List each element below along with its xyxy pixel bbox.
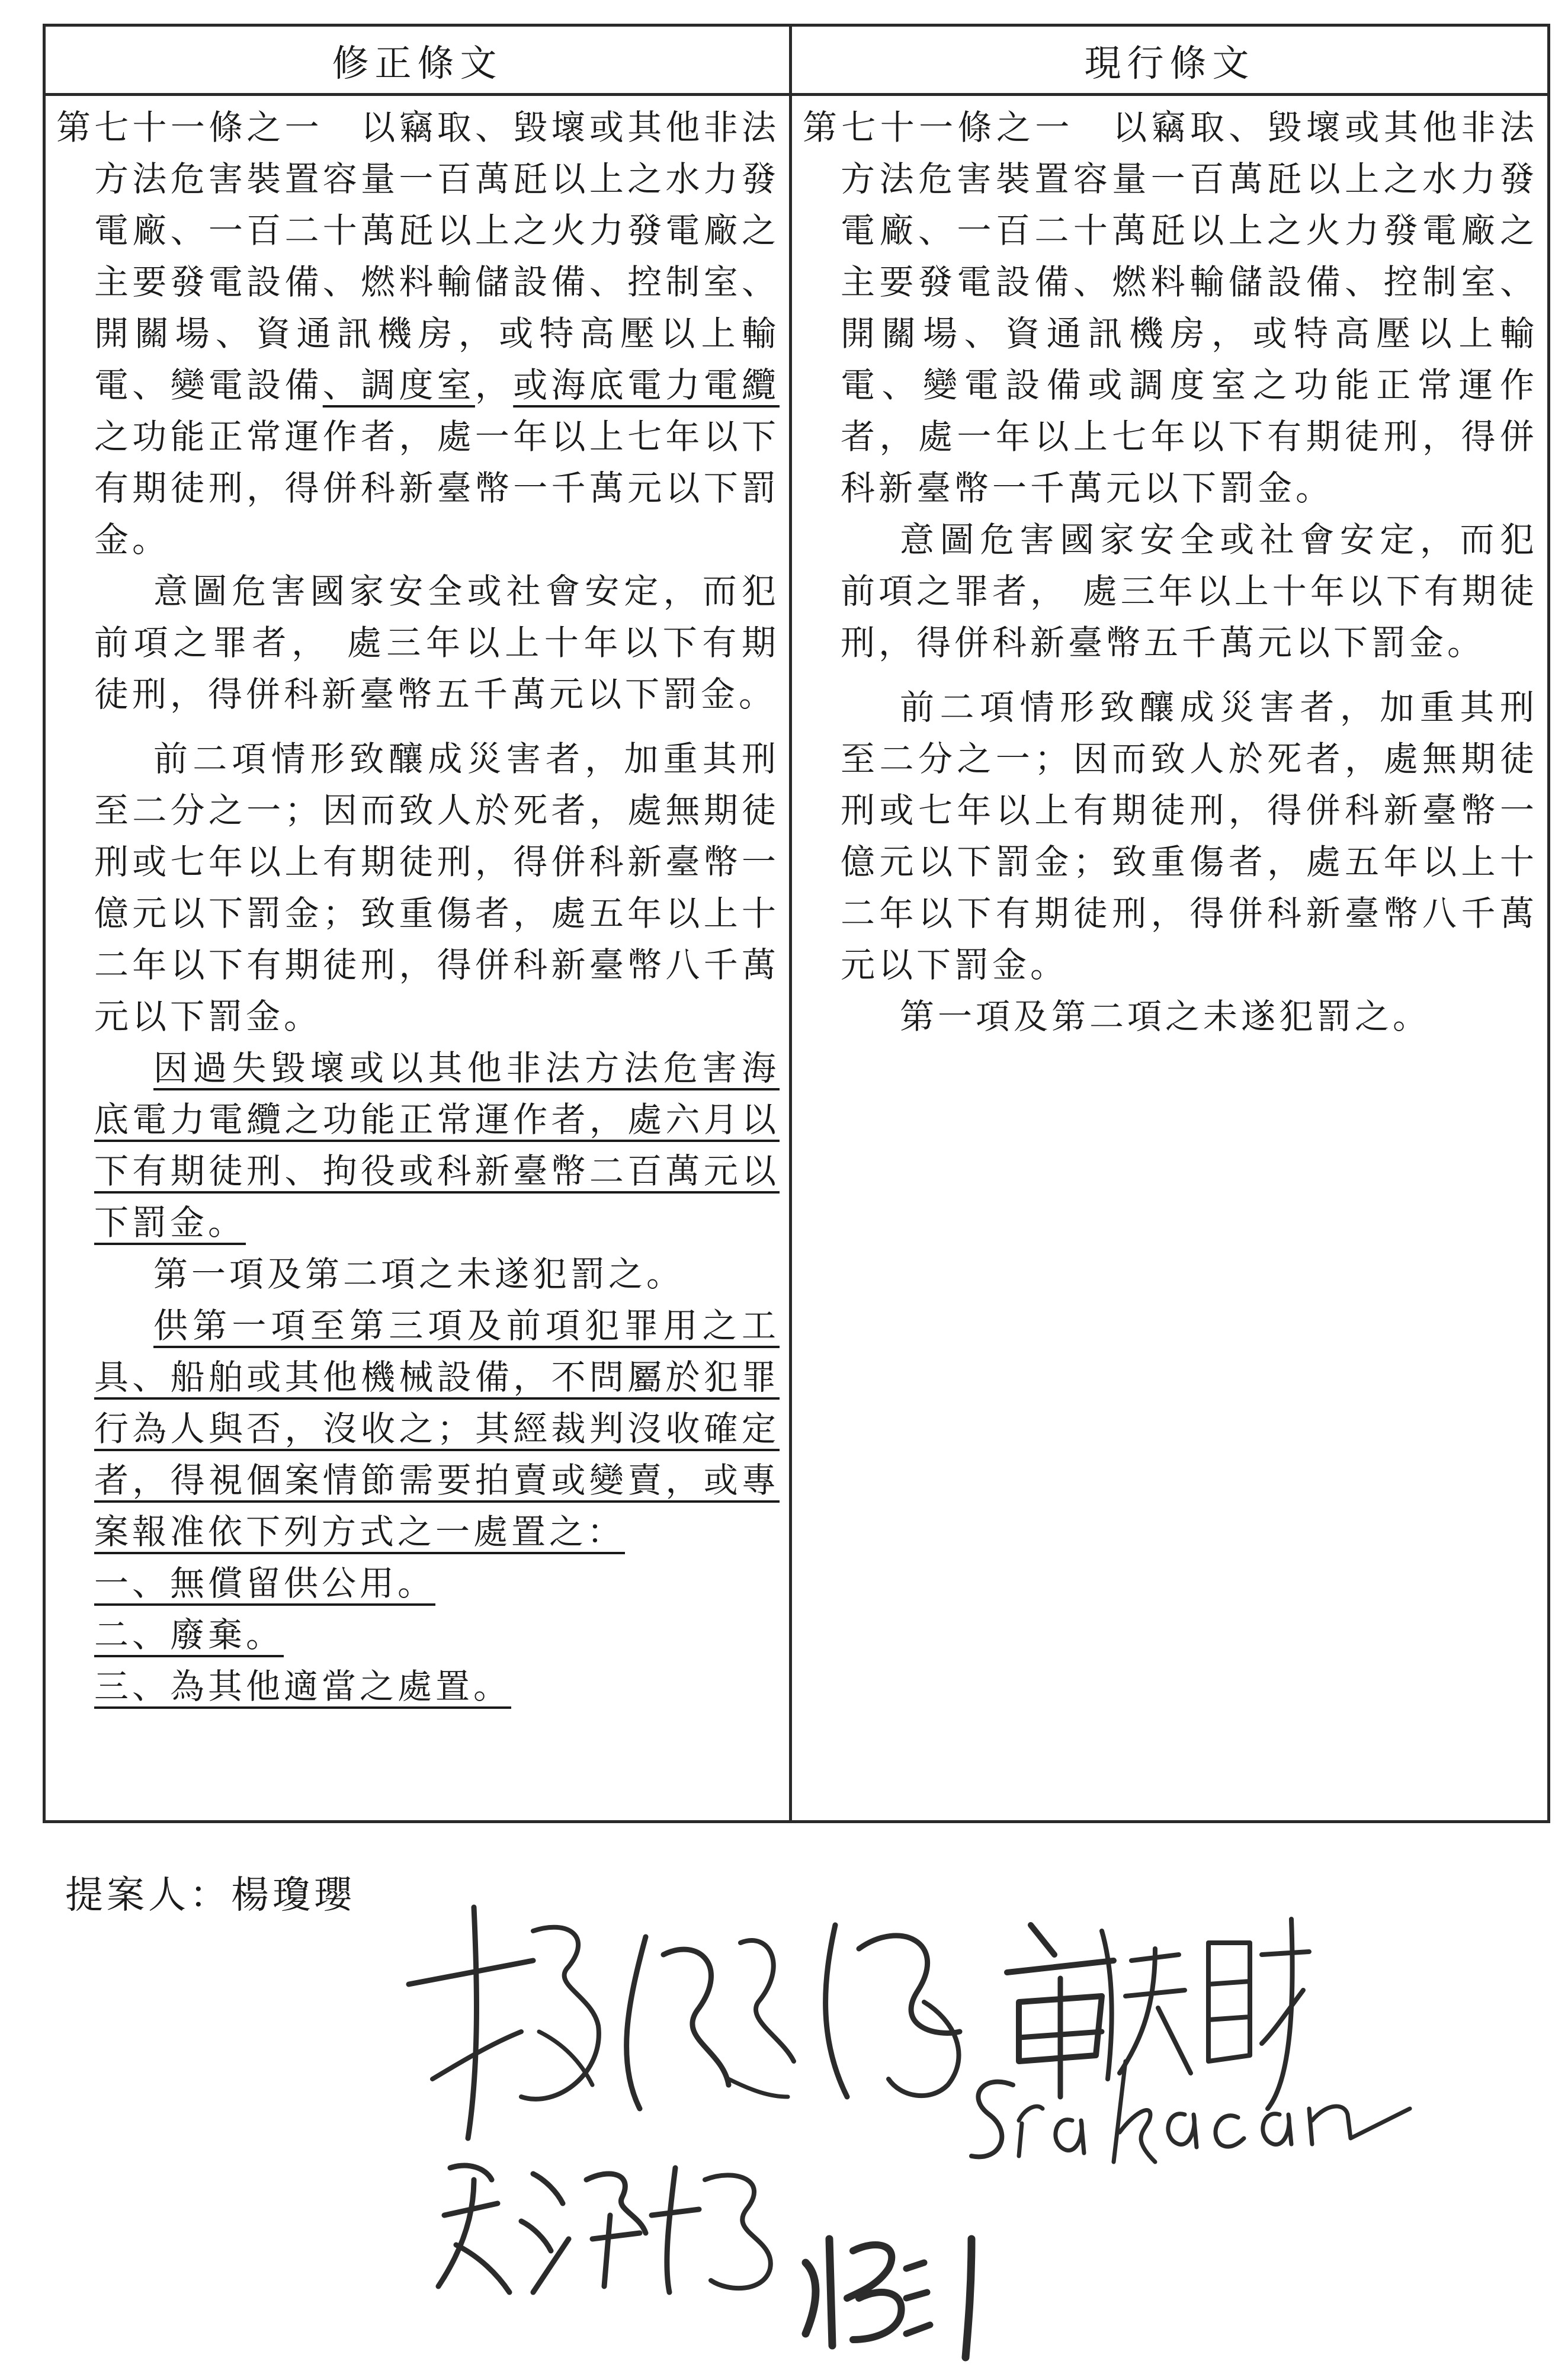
table-body-row: [44, 95, 1549, 1822]
signature-6: [438, 2166, 771, 2292]
right-paragraph-2: 意圖危害國家安全或社會安定，而犯前項之罪者， 處三年以上十年以下有期徒刑，得併科新臺幣五千萬元以下罰金。: [841, 519, 1538, 663]
left-paragraph-1: [56, 102, 780, 566]
underlined-run: 因過失毀壞或以其他非法方法危害海底電力電纜之功能正常運作者，處六月以下有期徒刑、拘役或科新臺幣二百萬元以下罰金。: [94, 1048, 780, 1243]
right-paragraph-3: 前二項情形致釀成災害者，加重其刑至二分之一；因而致人於死者，處無期徒刑或七年以上有期徒刑，得併科新臺幣一億元以下罰金；致重傷者，處五年以上十二年以下有期徒刑，得併科新臺幣八千萬元以下罰金。: [841, 687, 1538, 985]
right-paragraph-1: 第七十一條之一 以竊取、毀壞或其他非法方法危害裝置容量一百萬瓩以上之水力發電廠、一百二十萬瓩以上之火力發電廠之主要發電設備、燃料輸儲設備、控制室、開關場、資通訊機房，或特高壓以上輸電、變電設備或調度室之功能正常運作者，處一年以上七年以下有期徒刑，得併科新臺幣一千萬元以下罰金。: [803, 107, 1538, 508]
signature-2: [627, 1937, 794, 2109]
signature-5-sra-kacaw: [971, 2061, 1410, 2162]
text-run: ，: [474, 365, 514, 405]
handwritten-signatures: [0, 1884, 1568, 2374]
left-list-item-3: [56, 1661, 780, 1712]
table-header-row: [44, 25, 1549, 95]
signature-1: [409, 1907, 599, 2138]
underlined-run: 二、廢棄。: [94, 1615, 284, 1655]
signature-7: [806, 2239, 971, 2357]
current-text-cell: [791, 95, 1549, 1822]
right-paragraph-4: 第一項及第二項之未遂犯罰之。: [900, 996, 1431, 1037]
left-paragraph-3: [56, 733, 780, 1042]
text-run: 前二項情形致釀成災害者，加重其刑至二分之一；因而致人於死者，處無期徒刑或七年以上有期徒刑，得併科新臺幣一億元以下罰金；致重傷者，處五年以上十二年以下有期徒刑，得併科新臺幣八千萬元以下罰金。: [94, 739, 780, 1037]
underlined-run: 一、無償留供公用。: [94, 1563, 436, 1603]
underlined-run: 供第一項至第三項及前項犯罪用之工具、船舶或其他機械設備，不問屬於犯罪 行為人與否，沒收之；其經裁判沒收確定者，得視個案情節需要拍賣或變賣，或專案報准依下列方式之一處置之：: [94, 1305, 780, 1552]
text-run: 意圖危害國家安全或社會安定，而犯前項之罪者， 處三年以上十年以下有期徒刑，得併科新臺幣五千萬元以下罰金。: [94, 571, 780, 714]
signature-3: [826, 1925, 960, 2097]
text-run: 之功能正常運作者，處一年以上七年以下有期徒刑，得併科新臺幣一千萬元以下罰金。: [94, 416, 780, 560]
left-paragraph-2: [56, 566, 780, 720]
amended-text-cell: [44, 95, 791, 1822]
text-run: 第七十一條之一 以竊取、毀壞或其他非法方法危害裝置容量一百萬瓩以上之水力發電廠、一百二十萬瓩以上之火力發電廠之主要發電設備、燃料輸儲設備、控制室、 開關場、資通訊機房，或特高壓以上輸電、變電設備: [56, 107, 780, 405]
left-list-item-2: [56, 1609, 780, 1661]
sponsor-label: 提案人：楊瓊瓔: [65, 1873, 355, 1917]
underlined-run: 或海底電力電纜: [513, 365, 780, 405]
comparison-table: [43, 24, 1550, 1823]
left-paragraph-5: [56, 1249, 780, 1300]
text-run: 第一項及第二項之未遂犯罰之。: [153, 1254, 685, 1294]
header-current-text: 現行條文: [791, 25, 1549, 95]
left-list-item-1: [56, 1558, 780, 1609]
underlined-run: 三、為其他適當之處置。: [94, 1666, 512, 1706]
header-amended-text: 修正條文: [44, 25, 791, 95]
signature-4: [1007, 1919, 1309, 2109]
underlined-run: 、調度室: [322, 365, 475, 405]
left-paragraph-4: [56, 1042, 780, 1249]
left-paragraph-6: [56, 1300, 780, 1558]
